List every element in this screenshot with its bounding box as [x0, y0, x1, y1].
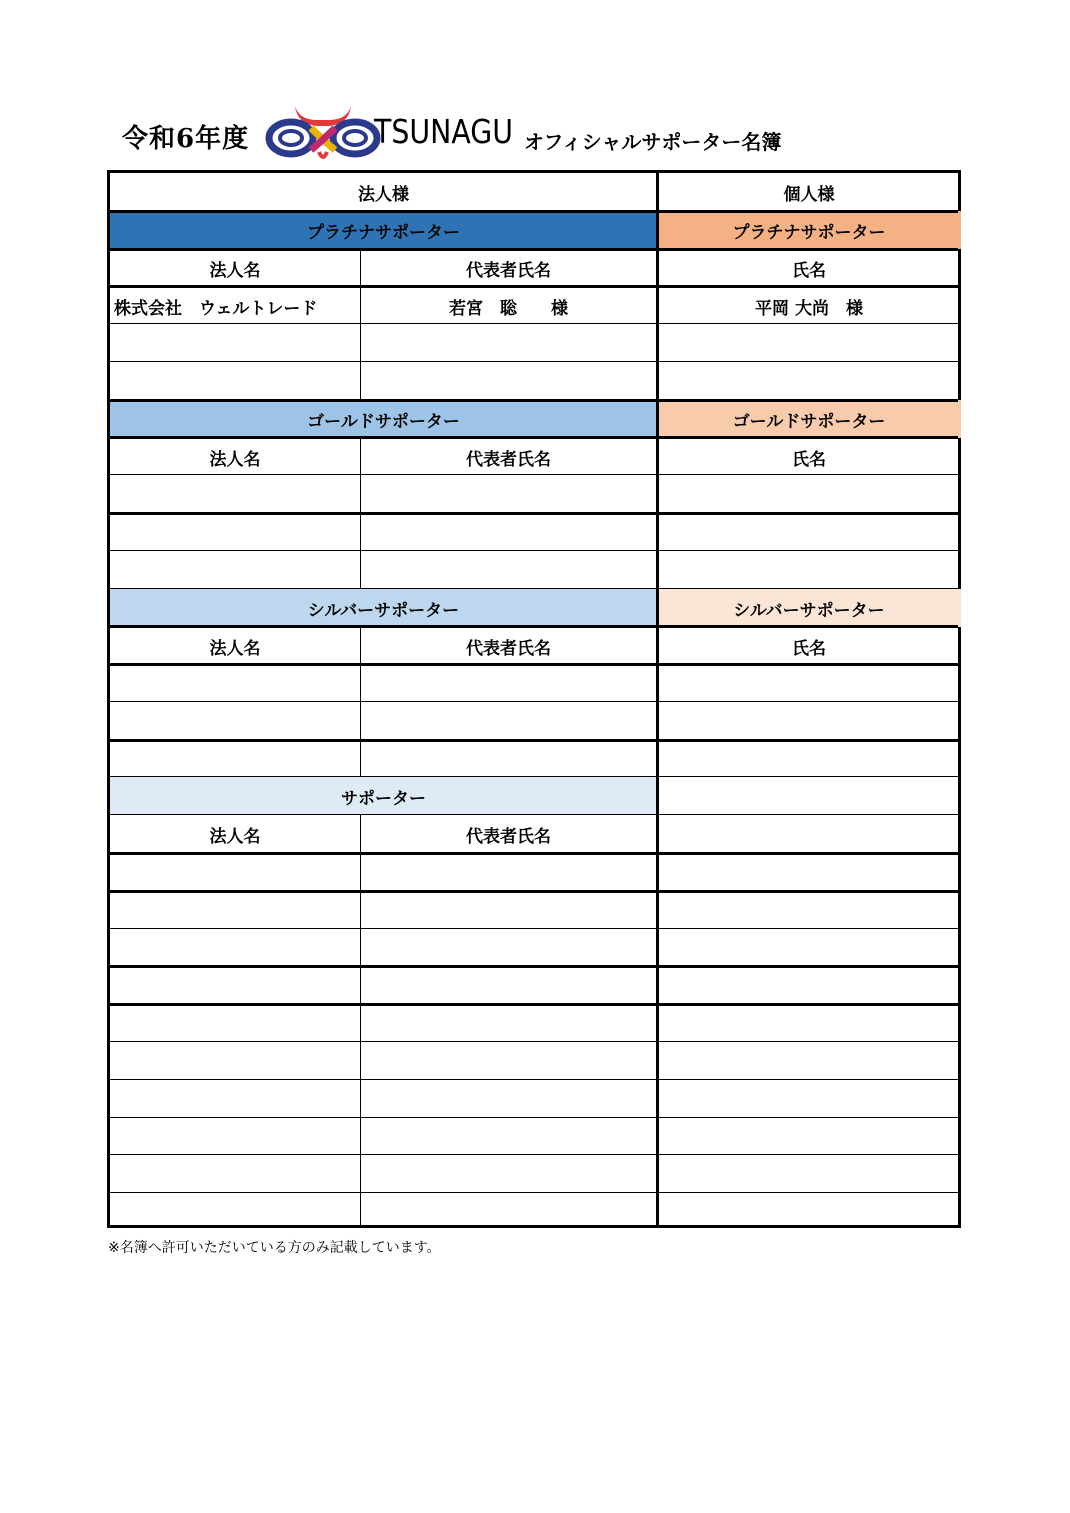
- gold-col-company: 法人名: [209, 449, 261, 470]
- column-divider-inner: [360, 627, 361, 777]
- silver-col-name: 氏名: [792, 638, 826, 659]
- row-divider: [110, 776, 958, 777]
- row-divider: [110, 928, 958, 929]
- supporter-col-representative: 代表者氏名: [466, 826, 551, 847]
- row-divider: [110, 550, 958, 551]
- platinum-col-representative: 代表者氏名: [466, 260, 551, 281]
- row-divider: [110, 285, 958, 288]
- page-title-year: 令和6年度: [122, 124, 250, 154]
- row-divider: [110, 436, 958, 439]
- row-divider: [110, 210, 958, 213]
- platinum-individual-header: プラチナサポーター: [657, 211, 961, 249]
- platinum-corporate-header: プラチナサポーター: [110, 211, 657, 249]
- row-divider: [110, 399, 958, 402]
- row-divider: [110, 852, 958, 855]
- row-divider: [110, 1192, 958, 1193]
- silver-corporate-header: シルバーサポーター: [110, 589, 657, 627]
- row-divider: [110, 890, 958, 893]
- row-divider: [110, 1117, 958, 1118]
- row-divider: [110, 1041, 958, 1042]
- column-divider-inner: [360, 815, 361, 1225]
- row-divider: [110, 965, 958, 968]
- row-divider: [110, 474, 958, 475]
- row-divider: [110, 814, 958, 815]
- row-divider: [110, 248, 958, 251]
- platinum-representative-entry: 若宮 聡 様: [449, 298, 568, 319]
- platinum-col-company: 法人名: [209, 260, 261, 281]
- column-divider-inner: [360, 438, 361, 589]
- silver-individual-header: シルバーサポーター: [657, 589, 961, 627]
- row-divider: [110, 1003, 958, 1006]
- row-divider: [110, 1079, 958, 1080]
- row-divider: [110, 663, 958, 666]
- gold-col-representative: 代表者氏名: [466, 449, 551, 470]
- gold-individual-header: ゴールドサポーター: [657, 400, 961, 438]
- platinum-company-entry: 株式会社 ウェルトレード: [114, 298, 318, 319]
- supporter-col-company: 法人名: [209, 826, 261, 847]
- page-subtitle: オフィシャルサポーター名簿: [524, 130, 782, 154]
- row-divider: [110, 323, 958, 324]
- row-divider: [110, 512, 958, 515]
- row-divider: [110, 701, 958, 702]
- platinum-individual-entry: 平岡 大尚 様: [755, 298, 863, 319]
- corporate-section-header: 法人様: [358, 184, 409, 205]
- gold-corporate-header: ゴールドサポーター: [110, 400, 657, 438]
- gold-col-name: 氏名: [792, 449, 826, 470]
- column-divider-inner: [360, 249, 361, 400]
- tsunagu-logo: [265, 100, 381, 166]
- footnote: ※名簿へ許可いただいている方のみ記載しています。: [108, 1240, 441, 1256]
- platinum-col-name: 氏名: [792, 260, 826, 281]
- row-divider: [110, 1154, 958, 1155]
- supporter-roster-table: [107, 170, 961, 1228]
- row-divider: [110, 739, 958, 742]
- row-divider: [110, 588, 958, 589]
- brand-name: TSUNAGU: [374, 112, 514, 151]
- individual-section-header: 個人様: [783, 184, 835, 205]
- silver-col-company: 法人名: [209, 638, 261, 659]
- supporter-corporate-header: サポーター: [110, 777, 657, 815]
- row-divider: [110, 625, 958, 628]
- silver-col-representative: 代表者氏名: [466, 638, 551, 659]
- row-divider: [110, 361, 958, 362]
- column-divider-main: [656, 173, 659, 1225]
